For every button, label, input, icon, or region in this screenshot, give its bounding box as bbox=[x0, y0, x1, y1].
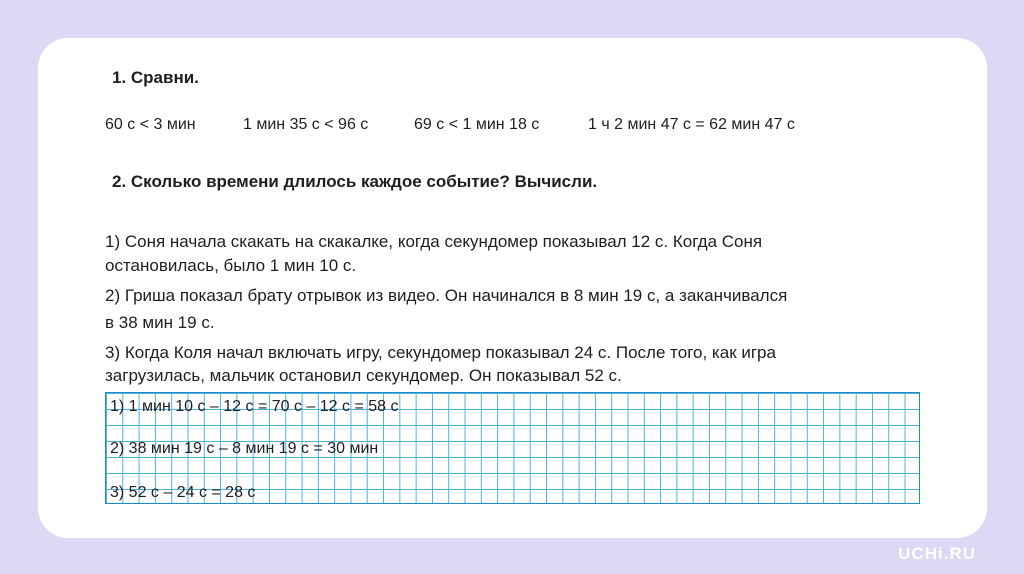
problem-line: 1) Соня начала скакать на скакалке, когда секундомер показывал 12 с. Когда Соня bbox=[105, 232, 763, 251]
answer-2: 2) 38 мин 19 с – 8 мин 19 с = 30 мин bbox=[110, 440, 379, 457]
problem-line: 2) Гриша показал брату отрывок из видео. Он начинался в 8 мин 19 с, а заканчивался bbox=[105, 286, 788, 305]
uchi-logo: UCHi.RU bbox=[898, 544, 976, 563]
comparison-3: 69 с < 1 мин 18 с bbox=[414, 116, 540, 133]
problem-line: в 38 мин 19 с. bbox=[105, 313, 215, 332]
answer-1: 1) 1 мин 10 с – 12 с = 70 с – 12 с = 58 с bbox=[110, 398, 399, 415]
answer-3: 3) 52 с – 24 с = 28 с bbox=[110, 484, 256, 501]
task2-title: 2. Сколько времени длилось каждое событие? Вычисли. bbox=[112, 172, 598, 191]
problem-line: загрузилась, мальчик остановил секундомер. Он показывал 52 с. bbox=[105, 366, 622, 385]
problem-line: остановилась, было 1 мин 10 с. bbox=[105, 256, 357, 275]
comparison-4: 1 ч 2 мин 47 с = 62 мин 47 с bbox=[588, 116, 795, 133]
comparison-1: 60 с < 3 мин bbox=[105, 116, 196, 133]
problem-line: 3) Когда Коля начал включать игру, секундомер показывал 24 с. После того, как игра bbox=[105, 343, 776, 362]
comparison-2: 1 мин 35 с < 96 с bbox=[243, 116, 369, 133]
task1-title: 1. Сравни. bbox=[112, 68, 199, 87]
